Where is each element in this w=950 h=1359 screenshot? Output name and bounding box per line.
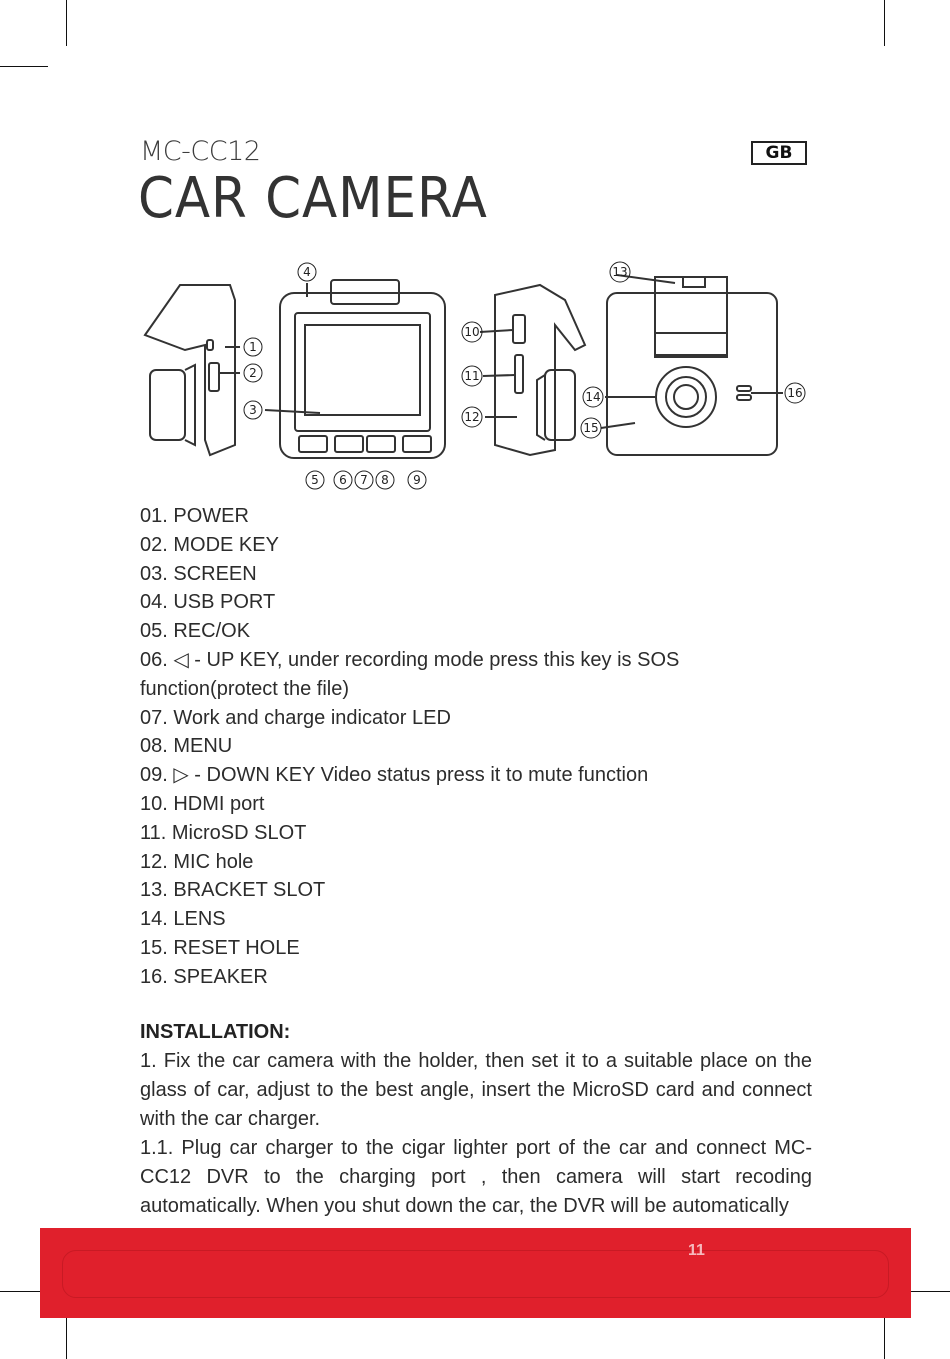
- callout-13-label: 13: [612, 265, 628, 279]
- callout-8-label: 8: [381, 473, 389, 487]
- installation-heading: INSTALLATION:: [140, 1021, 291, 1043]
- callout-6: [334, 471, 352, 489]
- parts-list: [140, 502, 812, 992]
- list-item: 15. RESET HOLE: [140, 936, 300, 959]
- camera-back-view: [607, 277, 777, 455]
- callout-14-label: 14: [585, 390, 601, 404]
- crop-mark: [66, 0, 67, 46]
- installation-paragraph: 1. Fix the car camera with the holder, then set it to a suitable place on the glass of car, adjust to the best angle, insert the MicroSD card and connect with the car charger.: [140, 1050, 812, 1130]
- callout-3: [244, 401, 262, 419]
- crop-mark: [0, 66, 48, 67]
- list-item: 11. MicroSD SLOT: [140, 821, 307, 844]
- crop-mark: [884, 1312, 885, 1359]
- list-item: 08. MENU: [140, 735, 233, 758]
- callout-11: [462, 366, 482, 386]
- callout-15-label: 15: [583, 421, 599, 435]
- camera-side-view-right: [495, 285, 585, 455]
- crop-mark: [66, 1312, 67, 1359]
- page-title: CAR CAMERA: [138, 166, 488, 231]
- camera-diagram: [135, 255, 815, 495]
- callout-10: [462, 322, 482, 342]
- list-item: 04. USB PORT: [140, 591, 276, 614]
- list-item: 09. ▷ - DOWN KEY Video status press it to mute function: [140, 764, 649, 787]
- footer-band: [40, 1228, 911, 1318]
- footer-outline: [62, 1250, 889, 1298]
- callout-8: [376, 471, 394, 489]
- callout-15: [581, 418, 601, 438]
- installation-paragraph: 1.1. Plug car charger to the cigar lighter port of the car and connect MC-CC12 DVR to the charging port , then camera will start recoding automatically. When you shut down the car, the DVR will be automatically: [140, 1137, 812, 1217]
- callout-5-label: 5: [311, 473, 319, 487]
- callout-2: [244, 364, 262, 382]
- list-item: 06. ◁ - UP KEY, under recording mode press this key is SOS function(protect the file): [140, 648, 680, 700]
- list-item: 05. REC/OK: [140, 620, 251, 643]
- callout-1-label: 1: [249, 340, 257, 354]
- model-number: MC-CC12: [140, 136, 261, 167]
- callout-12: [462, 407, 482, 427]
- list-item: 01. POWER: [140, 505, 249, 527]
- list-item: 16. SPEAKER: [140, 965, 268, 988]
- callout-16-label: 16: [787, 386, 803, 400]
- callout-4-label: 4: [303, 265, 311, 279]
- callout-9-label: 9: [413, 473, 421, 487]
- callout-10-label: 10: [464, 325, 480, 339]
- camera-side-view-left: [145, 285, 235, 455]
- callout-14: [583, 387, 603, 407]
- list-item: 13. BRACKET SLOT: [140, 879, 326, 902]
- crop-mark: [884, 0, 885, 46]
- list-item: 12. MIC hole: [140, 850, 254, 873]
- callout-9: [408, 471, 426, 489]
- callout-3-label: 3: [249, 403, 257, 417]
- list-item: 14. LENS: [140, 908, 226, 931]
- language-badge: GB: [751, 141, 807, 165]
- installation-section: [140, 1018, 812, 1221]
- callout-7-label: 7: [360, 473, 368, 487]
- list-item: 02. MODE KEY: [140, 533, 279, 556]
- callout-5: [306, 471, 324, 489]
- list-item: 03. SCREEN: [140, 562, 257, 585]
- callout-1: [244, 338, 262, 356]
- camera-front-view: [280, 280, 445, 458]
- callout-12-label: 12: [464, 410, 480, 424]
- callout-13: [610, 262, 630, 282]
- callout-16: [785, 383, 805, 403]
- callout-11-label: 11: [464, 369, 480, 383]
- callout-7: [355, 471, 373, 489]
- list-item: 07. Work and charge indicator LED: [140, 706, 451, 729]
- page-number: 11: [688, 1242, 705, 1259]
- callout-2-label: 2: [249, 366, 257, 380]
- callout-4: [298, 263, 316, 281]
- callout-6-label: 6: [339, 473, 347, 487]
- list-item: 10. HDMI port: [140, 792, 265, 815]
